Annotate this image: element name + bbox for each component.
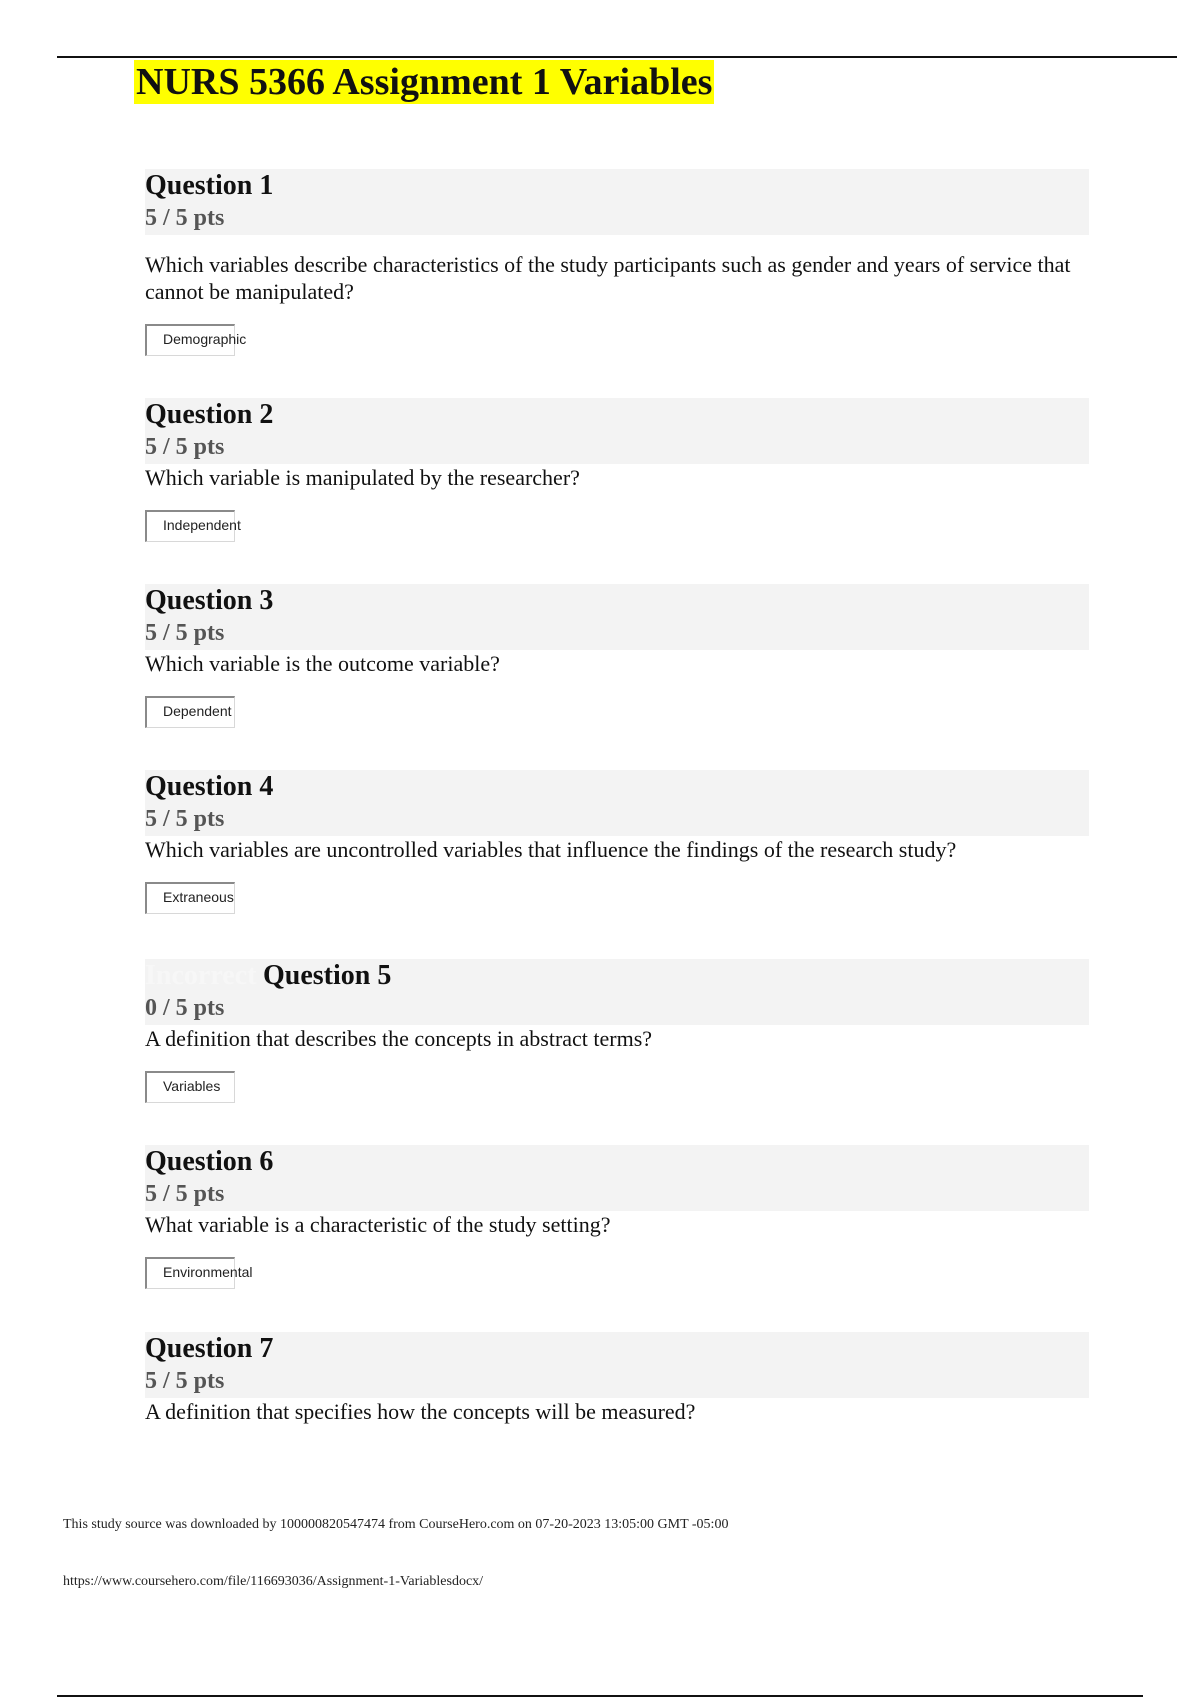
question-text: Which variables describe characteristics of the study participants such as gender and years of service that cannot be manipulated?: [145, 252, 1071, 304]
question-text: Which variable is manipulated by the researcher?: [145, 465, 580, 490]
question-text: A definition that specifies how the concepts will be measured?: [145, 1399, 696, 1424]
bottom-divider: [57, 1695, 1143, 1697]
question-4: [145, 770, 1089, 914]
question-6: [145, 1145, 1089, 1289]
question-title: Question 5: [263, 960, 392, 991]
question-points: 5 / 5 pts: [145, 806, 225, 832]
document-title: NURS 5366 Assignment 1 Variables: [136, 61, 713, 103]
question-title: Question 7: [145, 1333, 274, 1364]
question-header: [145, 169, 1089, 235]
question-title: Question 2: [145, 399, 274, 430]
question-text: Which variable is the outcome variable?: [145, 651, 500, 676]
question-5: [145, 959, 1089, 1103]
question-points: 5 / 5 pts: [145, 205, 225, 231]
question-text: What variable is a characteristic of the study setting?: [145, 1212, 611, 1237]
answer-value: Dependent: [163, 703, 232, 719]
answer-select[interactable]: [145, 510, 241, 542]
question-3: [145, 584, 1089, 728]
answer-select[interactable]: [145, 1071, 235, 1103]
question-points: 0 / 5 pts: [145, 995, 225, 1021]
answer-value: Environmental: [163, 1264, 253, 1280]
question-text: Which variables are uncontrolled variables that influence the findings of the research study?: [145, 837, 957, 862]
question-header: [145, 959, 1089, 1025]
question-points: 5 / 5 pts: [145, 620, 225, 646]
answer-value: Extraneous: [163, 889, 234, 905]
question-header: [145, 1332, 1089, 1398]
question-header: [145, 584, 1089, 650]
question-text: A definition that describes the concepts in abstract terms?: [145, 1026, 653, 1051]
question-header: [145, 398, 1089, 464]
question-1: [145, 169, 1089, 356]
answer-value: Independent: [163, 517, 241, 533]
question-points: 5 / 5 pts: [145, 434, 225, 460]
answer-value: Demographic: [163, 331, 247, 347]
question-2: [145, 398, 1089, 542]
question-title: Question 6: [145, 1146, 274, 1177]
answer-select[interactable]: [145, 324, 247, 356]
answer-select[interactable]: [145, 1257, 253, 1289]
question-title: Question 1: [145, 170, 274, 201]
question-header: [145, 1145, 1089, 1211]
question-header: [145, 770, 1089, 836]
question-points: 5 / 5 pts: [145, 1181, 225, 1207]
question-7: [145, 1332, 1089, 1425]
question-points: 5 / 5 pts: [145, 1368, 225, 1394]
incorrect-label: Incorrect: [145, 960, 257, 991]
question-title: Question 3: [145, 585, 274, 616]
footer-url[interactable]: https://www.coursehero.com/file/116693036/Assignment-1-Variablesdocx/: [63, 1574, 484, 1589]
answer-select[interactable]: [145, 696, 235, 728]
question-title: Question 4: [145, 771, 274, 802]
answer-value: Variables: [163, 1078, 221, 1094]
answer-select[interactable]: [145, 882, 235, 914]
footer-source-note: This study source was downloaded by 100000820547474 from CourseHero.com on 07-20-2023 13:05:00 GMT -05:00: [63, 1517, 729, 1532]
top-divider: [57, 56, 1177, 58]
